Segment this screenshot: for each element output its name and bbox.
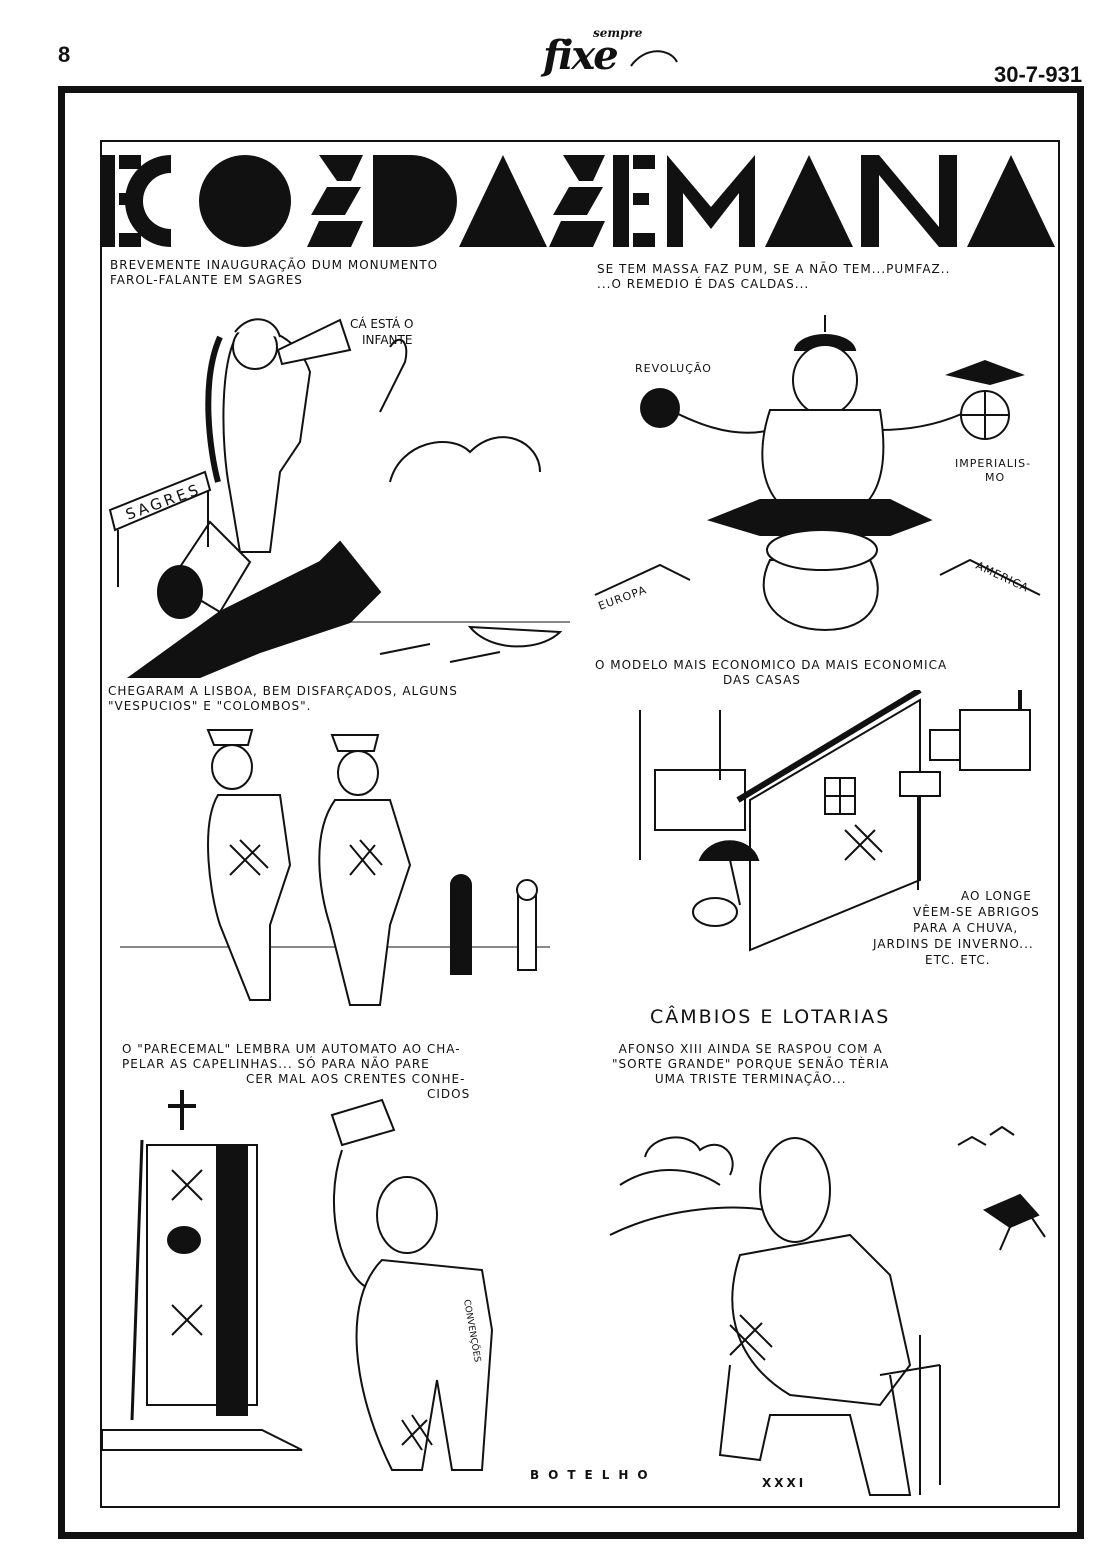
convencoes-label: CONVENÇÕES — [461, 1298, 482, 1364]
caption-line: "VESPUCIOS" E "COLOMBOS". — [108, 699, 312, 713]
caption-line: PELAR AS CAPELINHAS... SÓ PARA NÃO PARE — [122, 1057, 430, 1071]
cartoon-revolucao-imperialismo — [590, 310, 1050, 660]
revolucao-label: REVOLUÇÃO — [635, 362, 712, 375]
cartoon-colombos — [110, 725, 560, 1025]
heading-cambios: CÂMBIOS E LOTARIAS — [650, 1006, 891, 1028]
cartoon-afonso-xiii — [590, 1115, 1055, 1505]
masthead-swash — [535, 22, 695, 82]
caption-line: BREVEMENTE INAUGURAÇÃO DUM MONUMENTO — [110, 258, 439, 272]
caption-casas — [595, 658, 947, 688]
caption-line: "SORTE GRANDE" PORQUE SENÃO TÈRIA — [612, 1057, 890, 1071]
issue-date: 30-7-931 — [994, 62, 1083, 87]
caption-line: ...O REMEDIO É DAS CALDAS... — [597, 277, 810, 291]
caption-line: DAS CASAS — [723, 673, 801, 687]
note-ao-longe — [873, 888, 1040, 968]
caption-line: CER MAL AOS CRENTES CONHE- — [246, 1072, 466, 1086]
caption-line: CIDOS — [427, 1087, 471, 1101]
masthead-title: fixe — [543, 32, 617, 79]
caption-pumfaz — [597, 262, 950, 292]
caption-sagres — [110, 258, 438, 288]
masthead — [535, 22, 695, 82]
europa-label: EUROPA — [596, 583, 649, 613]
caption-line: FAROL-FALANTE EM SAGRES — [110, 273, 303, 287]
cartoon-sagres-lighthouse — [100, 292, 580, 682]
note-line: JARDINS DE INVERNO... — [873, 937, 1034, 951]
america-label: AMERICA — [973, 558, 1031, 595]
artist-signature: BOTELHO — [530, 1468, 657, 1482]
caption-line: SE TEM MASSA FAZ PUM, SE A NÃO TEM...PUMFAZ.. — [597, 262, 951, 276]
caption-afonso — [612, 1042, 889, 1087]
speech-line-1: CÁ ESTÁ O — [350, 317, 414, 331]
title-lettering — [101, 141, 1059, 257]
note-line: VÊEM-SE ABRIGOS — [913, 905, 1040, 919]
note-line: ETC. ETC. — [925, 953, 991, 967]
masthead-small: sempre — [593, 26, 643, 40]
speech-line-2: INFANTE — [362, 333, 413, 347]
signature-numeral: XXXI — [762, 1476, 807, 1490]
sagres-sign-label: SAGRES — [123, 479, 204, 524]
page-header — [0, 0, 1100, 85]
caption-vespucios — [108, 684, 458, 714]
caption-line: O "PARECEMAL" LEMBRA UM AUTOMATO AO CHA- — [122, 1042, 461, 1056]
note-line: AO LONGE — [961, 889, 1032, 903]
imperialismo-label-2: MO — [985, 471, 1006, 484]
note-line: PARA A CHUVA, — [913, 921, 1019, 935]
caption-line: UMA TRISTE TERMINAÇÃO... — [654, 1072, 847, 1086]
caption-line: CHEGARAM A LISBOA, BEM DISFARÇADOS, ALGUNS — [108, 684, 458, 698]
caption-line: O MODELO MAIS ECONOMICO DA MAIS ECONOMICA — [595, 658, 948, 672]
page-number: 8 — [58, 42, 71, 67]
caption-line: AFONSO XIII AINDA SE RASPOU COM A — [618, 1042, 883, 1056]
cartoon-parecemal — [102, 1090, 572, 1500]
imperialismo-label-1: IMPERIALIS- — [955, 457, 1032, 470]
